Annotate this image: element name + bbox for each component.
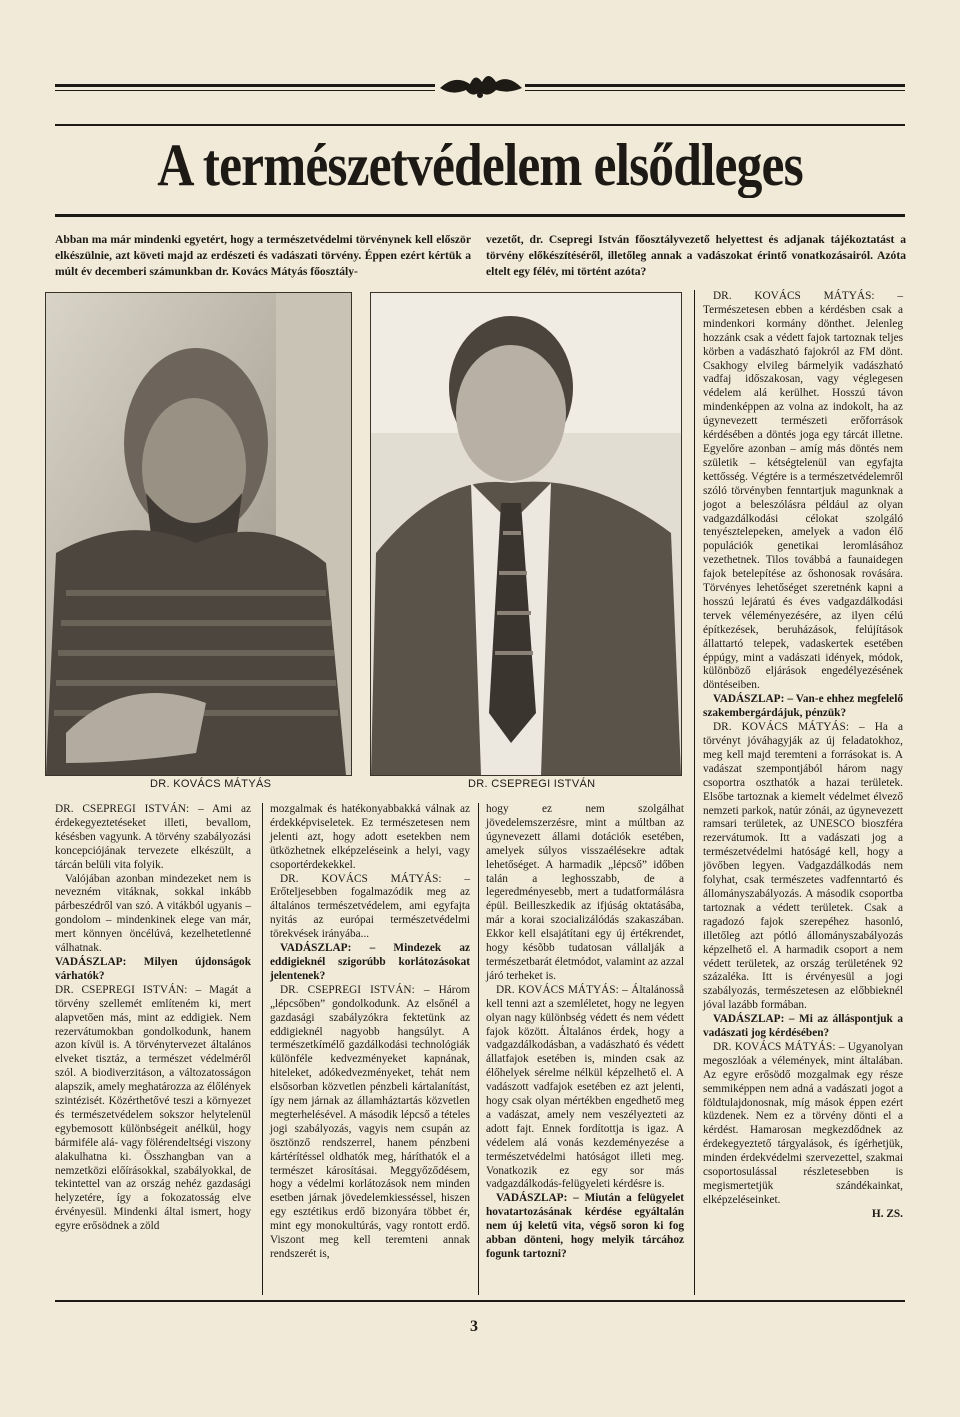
text-column-4 (703, 290, 903, 1222)
text-column-2 (270, 803, 470, 1262)
question: VADÁSZLAP: – Miután a felügyelet hovatartozásának kérdése egyáltalán nem új keletű vita, végső soron ki fog abban dönteni, hogy melyik tárcához fogunk tartozni? (486, 1192, 684, 1260)
paragraph: DR. KOVÁCS MÁTYÁS: – Erőteljesebben fogalmazódik meg az általános természetvédelem, ami egyfajta nyitás az európai természetvédelmi törekvések irányába... (270, 872, 470, 941)
paragraph: DR. CSEPREGI ISTVÁN: – Három „lépcsőben” gondolkodunk. Az elsőnél a gazdasági szabályzókra fektetünk az eddigieknél nagyobb hangsúlyt. A természetkímélő gazdálkodási technológiák különféle kedvezményeket kapnának, hiteleket, adókedvezményeket, tehát nem elsősorban közvetlen pénzbeli kártalanítást, így nem járnak az államháztartás közvetlen megterhelésével. A második lépcső a tételes jogi szabályozás, vagyis nem csupán az ösztönző rendszerrel, hanem pénzbeni kártérítéssel oldhatók meg, háríthatók el a természet károsításai. Meggyőződésem, hogy a védelmi korlátozások nem minden esetben járnak jövedelemkiesséssel, hiszen egy esztétikus erdő bizonyára többet ér, mint egy monokultúrás, vagy rontott erdő. Viszont meg kell teremteni annak rendszerét is, (270, 983, 470, 1260)
paragraph: DR. KOVÁCS MÁTYÁS: – Természetesen ebben a kérdésben csak a mindenkori kormány dönthet. Jelenleg hozzánk csak a védett fajok tartoznak teljes körben a vadászható fajokról az FM dönt. Csakhogy elvileg bármelyik vadászható vadfaj időszakosan, vagy véglegesen védelem alá kerülhet. Hosszú távon mindenképpen az volna az indokolt, ha az úgynevezett természeti erőforrások kérdésében a döntés joga egy tárcát illetne. Egyelőre azonban – amíg más döntés nem születik – kétségtelenül van egyfajta kettősség. Végtére is a természetvédelemről szóló törvényben fenntartjuk magunknak a jogot a beleszólásra például az olyan vadgazdálkodási célokat szolgáló tenyésztelepeken, amelyek a vadon élő populációk genetikai leromlásához vezethetnek. Tilos továbbá a faunaidegen fajok betelepítése az őshonosak rovására. Törvényes lehetőséget szeretnénk kapni a hosszú lejáratú és éves vadgazdálkodási tervek véleményezésére, az ilyen célú építkezések, beruházások, felújítások állattartó telepek, vadaskertek esetében éppúgy, mint a vadászati idények, módok, különböző eljárások engedélyezésének döntéseiben. (703, 290, 903, 692)
question: VADÁSZLAP: – Van-e ehhez megfelelő szakembergárdájuk, pénzük? (703, 693, 903, 720)
paragraph: DR. CSEPREGI ISTVÁN: – Magát a törvény szellemét említeném ki, mert alapvetően más, mint az eddigiek. Nem rezervátumokban gondolkodunk, hanem azon kívül is. A törvénytervezet általános elveket tisztáz, a természet védelméről szól. A biodiverzitáson, a változatosságon alapszik, amely meghatározza az élőlények szintézisét. Közérthetővé teszi a környezet és természetvédelem sokszor helytelenül egybemosott különbségeit anélkül, hogy bármiféle alá- vagy fölérendeltségi viszony alakulhatna ki. Összhangban van a nemzetközi előírásokkal, szabályokkal, de tekintettel van az ország nehéz gazdasági helyzetére, így a fokozatosság elve érvényesül. Mindenki által ismert, hogy egyre erősödnek a zöld (55, 983, 251, 1233)
author-signature: H. ZS. (871, 1207, 903, 1220)
column-separator-3 (694, 290, 695, 1295)
oak-leaf-ornament-icon (430, 64, 530, 102)
photo-caption-right: DR. CSEPREGI ISTVÁN (468, 778, 596, 790)
top-rule-right (525, 84, 905, 87)
top-rule-right-thin (525, 90, 905, 91)
photo-caption-left: DR. KOVÁCS MÁTYÁS (150, 778, 272, 790)
column-separator-1 (262, 803, 263, 1295)
page-number: 3 (470, 1318, 478, 1335)
paragraph: DR. CSEPREGI ISTVÁN: – Ami az érdekegyeztetéseket illeti, bevallom, késésben vagyunk. A törvény szabályozási koncepciójának tervezete elkészült, a tárcán belüli vita folyik. (55, 803, 251, 871)
paragraph: Valójában azonban mindezeket nem is nevezném vitáknak, sokkal inkább párbeszédről van szó. A vitákból ugyanis – gondolom – mindenkinek elege van már, mert könnyen öncélúvá, kezelhetetlenné válhatnak. (55, 872, 251, 955)
text-column-3 (486, 803, 684, 1262)
lead-paragraph-right: vezetőt, dr. Csepregi István főosztályvezető helyettest és adjanak tájékoztatást a törvény előkészítéséről, illetőleg annak a vadászokat érintő vonatkozásairól. Azóta eltelt egy félév, mi történt azóta? (486, 233, 906, 278)
paragraph: DR. KOVÁCS MÁTYÁS: – Ugyanolyan megoszlóak a vélemények, mint általában. Az egyre erősödő mozgalmak egy része semmiképpen nem adná a vadászati jogot a földtulajdonosnak, míg mások éppen ezért küzdenek. Nem ez a törvény dönti el a kérdést. Hamarosan megkezdődnek az érdekegyeztető tárgyalások, és ígérhetjük, minden érdekvédelmi szervezettel, szakmai csoportosulással részletesebben is megismertetjük szándékainkat, elképzeléseinket. (703, 1040, 903, 1206)
top-rule-left (55, 84, 435, 87)
paragraph: DR. KOVÁCS MÁTYÁS: – Általánosså kell tenni azt a szemléletet, hogy ne legyen olyan nagy különbség védett és nem védett fajok között. Általános érdek, hogy a vadgazdálkodásban, a vadászható és védett állatfajok esetében is, minden csak az élőhelyek sérelme nélkül képzelhető el. A vadászott vadfajok esetében ez azt jelenti, hogy csak olyan mértékben engedhető meg a vadászat, amely nem veszélyezteti az adott fajt. Ennek fordítottja is igaz. A védelem alá vonás kezdeményezése a természetvédelmi hatóságot illeti meg. Vonatkozik ez egy sor más vadgazdálkodás-felügyeleti kérdésre is. (486, 983, 684, 1191)
paragraph: hogy ez nem szolgálhat jövedelemszerzésre, mint a múltban az úgynevezett állami dotációk esetében, amelyek súlyos visszaélésekre adtak lehetőséget. A harmadik „lépcső” időben talán a leghosszabb, de a legeredményesebb, mert a tudatformálásra épül. Beilleszkedik az ifjúság oktatásába, már a korai szocializálódás szakaszában. Ekkor kell elsajátítani egy új értékrendet, hogy késõbb tudatosan vállalják a természetbarát életmódot, valamint az azzal járó terheket is. (486, 803, 684, 982)
question: VADÁSZLAP: – Mi az álláspontjuk a vadászati jog kérdésében? (703, 1013, 903, 1040)
bottom-rule (55, 1300, 905, 1302)
column-separator-2 (478, 803, 479, 1295)
top-rule-left-thin (55, 90, 435, 91)
question: VADÁSZLAP: Milyen újdonságok várhatók? (55, 955, 251, 982)
title-rule-bottom (55, 214, 905, 217)
lead-paragraph-left: Abban ma már mindenki egyetért, hogy a természetvédelmi törvénynek kell először elkészülnie, azt követi majd az erdészeti és vadászati törvény. Éppen ezért kértük a múlt év decemberi számunkban dr. Kovács Mátyás főosztály- (55, 233, 471, 278)
paragraph: mozgalmak és hatékonyabbakká válnak az érdekképviseletek. Ez természetesen nem jelenti azt, hogy adott esetekben nem ütközhetnek elképzeléseink a helyi, vagy csoportérdekekkel. (270, 803, 470, 871)
photo-kovacs-matyas (45, 292, 352, 776)
paragraph: DR. KOVÁCS MÁTYÁS: – Ha a törvényt jóváhagyják az új feladatokhoz, meg kell majd teremteni a forrásokat is. A vadászat szempontjából három nagy csoportra oszthatók a hazai területek. Elsőbe tartoznak a kiemelt védelmet élvező nemzeti parkok, natúr zónái, az úgynevezett ramsari területek, az UNESCO bioszféra rezervátumok. Itt a vadászati jog a természetvédelmi hatóságé kell, hogy a jövőben legyen. Vadgazdálkodás nem folyhat, csak természetes vadfenntartó és állományszabályozás. A második csoportba tartoznak a védett területek. Csak a ragadozó fajok szerepéhez hasonló, illetőleg azt pótló állományszabályozás képzelhető el. A harmadik csoport a nem védett területek, az ország területének 92 százaléka. Itt is érvényesül a jogi szabályozás, természetesen az előbbieknél jóval lazább formában. (703, 721, 903, 1012)
question: VADÁSZLAP: – Mindezek az eddigieknél szigorúbb korlátozásokat jelentenek? (270, 942, 470, 982)
photo-csepregi-istvan (370, 292, 682, 776)
title-rule-top (55, 124, 905, 126)
text-column-1 (55, 803, 251, 1234)
article-title: A természetvédelem elsődleges (157, 132, 803, 198)
